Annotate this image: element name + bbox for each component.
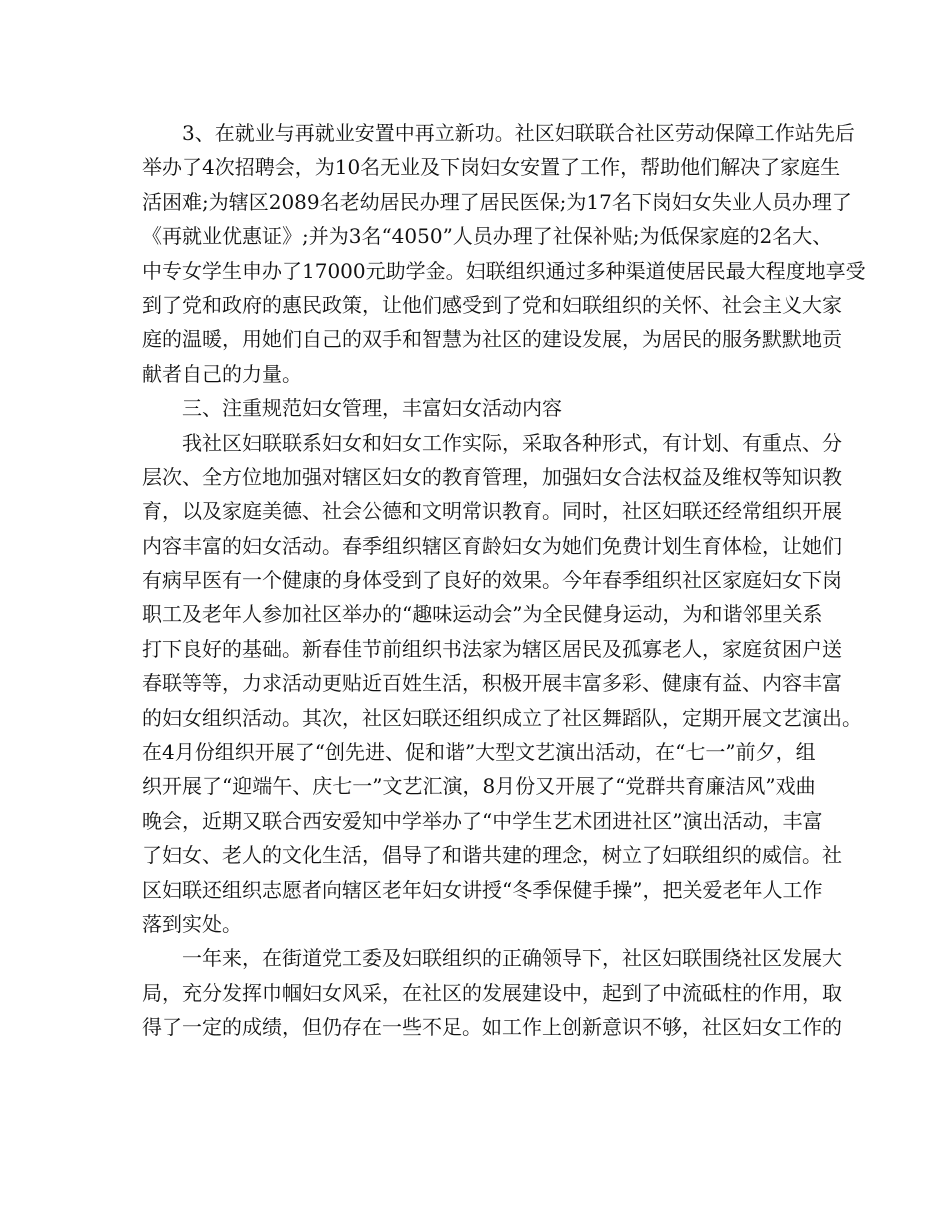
- text-line: 我社区妇联联系妇女和妇女工作实际，采取各种形式，有计划、有重点、分: [182, 430, 842, 455]
- text-line: 中专女学生申办了17000元助学金。妇联组织通过多种渠道使居民最大程度地享受: [142, 258, 866, 283]
- text-line: 春联等等，力求活动更贴近百姓生活，积极开展丰富多彩、健康有益、内容丰富: [142, 671, 842, 696]
- text-line: 活困难;为辖区2089名老幼居民办理了居民医保;为17名下岗妇女失业人员办理了: [142, 189, 852, 214]
- text-line: 《再就业优惠证》;并为3名“4050”人员办理了社保补贴;为低保家庭的2名大、: [142, 224, 833, 249]
- text-line: 三、注重规范妇女管理，丰富妇女活动内容: [182, 396, 562, 421]
- text-line: 职工及老年人参加社区举办的“趣味运动会”为全民健身运动，为和谐邻里关系: [142, 602, 823, 627]
- text-line: 得了一定的成绩，但仍存在一些不足。如工作上创新意识不够，社区妇女工作的: [142, 1015, 842, 1040]
- text-line: 层次、全方位地加强对辖区妇女的教育管理，加强妇女合法权益及维权等知识教: [142, 464, 842, 489]
- text-line: 有病早医有一个健康的身体受到了良好的效果。今年春季组织社区家庭妇女下岗: [142, 568, 842, 593]
- text-line: 晚会，近期又联合西安爱知中学举办了“中学生艺术团进社区”演出活动，丰富: [142, 808, 823, 833]
- text-line: 内容丰富的妇女活动。春季组织辖区育龄妇女为她们免费计划生育体检，让她们: [142, 533, 842, 558]
- text-line: 织开展了“迎端午、庆七一”文艺汇演，8月份又开展了“党群共育廉洁风”戏曲: [142, 774, 816, 799]
- document-body: [142, 116, 866, 1045]
- text-line: 打下良好的基础。新春佳节前组织书法家为辖区居民及孤寡老人，家庭贫困户送: [142, 636, 842, 661]
- text-line: 落到实处。: [142, 911, 242, 936]
- text-line: 的妇女组织活动。其次，社区妇联还组织成立了社区舞蹈队，定期开展文艺演出。: [142, 705, 862, 730]
- text-line: 举办了4次招聘会，为10名无业及下岗妇女安置了工作，帮助他们解决了家庭生: [142, 155, 841, 180]
- text-line: 了妇女、老人的文化生活，倡导了和谐共建的理念，树立了妇联组织的威信。社: [142, 843, 842, 868]
- text-line: 局，充分发挥巾帼妇女风采，在社区的发展建设中，起到了中流砥柱的作用，取: [142, 980, 842, 1005]
- text-line: 一年来，在街道党工委及妇联组织的正确领导下，社区妇联围绕社区发展大: [182, 946, 842, 971]
- text-line: 庭的温暖，用她们自己的双手和智慧为社区的建设发展，为居民的服务默默地贡: [142, 327, 842, 352]
- text-line: 育，以及家庭美德、社会公德和文明常识教育。同时，社区妇联还经常组织开展: [142, 499, 842, 524]
- text-line: 在4月份组织开展了“创先进、促和谐”大型文艺演出活动，在“七一”前夕，组: [142, 740, 816, 765]
- text-line: 3、在就业与再就业安置中再立新功。社区妇联联合社区劳动保障工作站先后: [182, 121, 855, 145]
- text-line: 到了党和政府的惠民政策，让他们感受到了党和妇联组织的关怀、社会主义大家: [142, 292, 842, 317]
- text-line: 区妇联还组织志愿者向辖区老年妇女讲授“冬季保健手操”，把关爱老年人工作: [142, 877, 823, 902]
- text-line: 献者自己的力量。: [142, 361, 302, 386]
